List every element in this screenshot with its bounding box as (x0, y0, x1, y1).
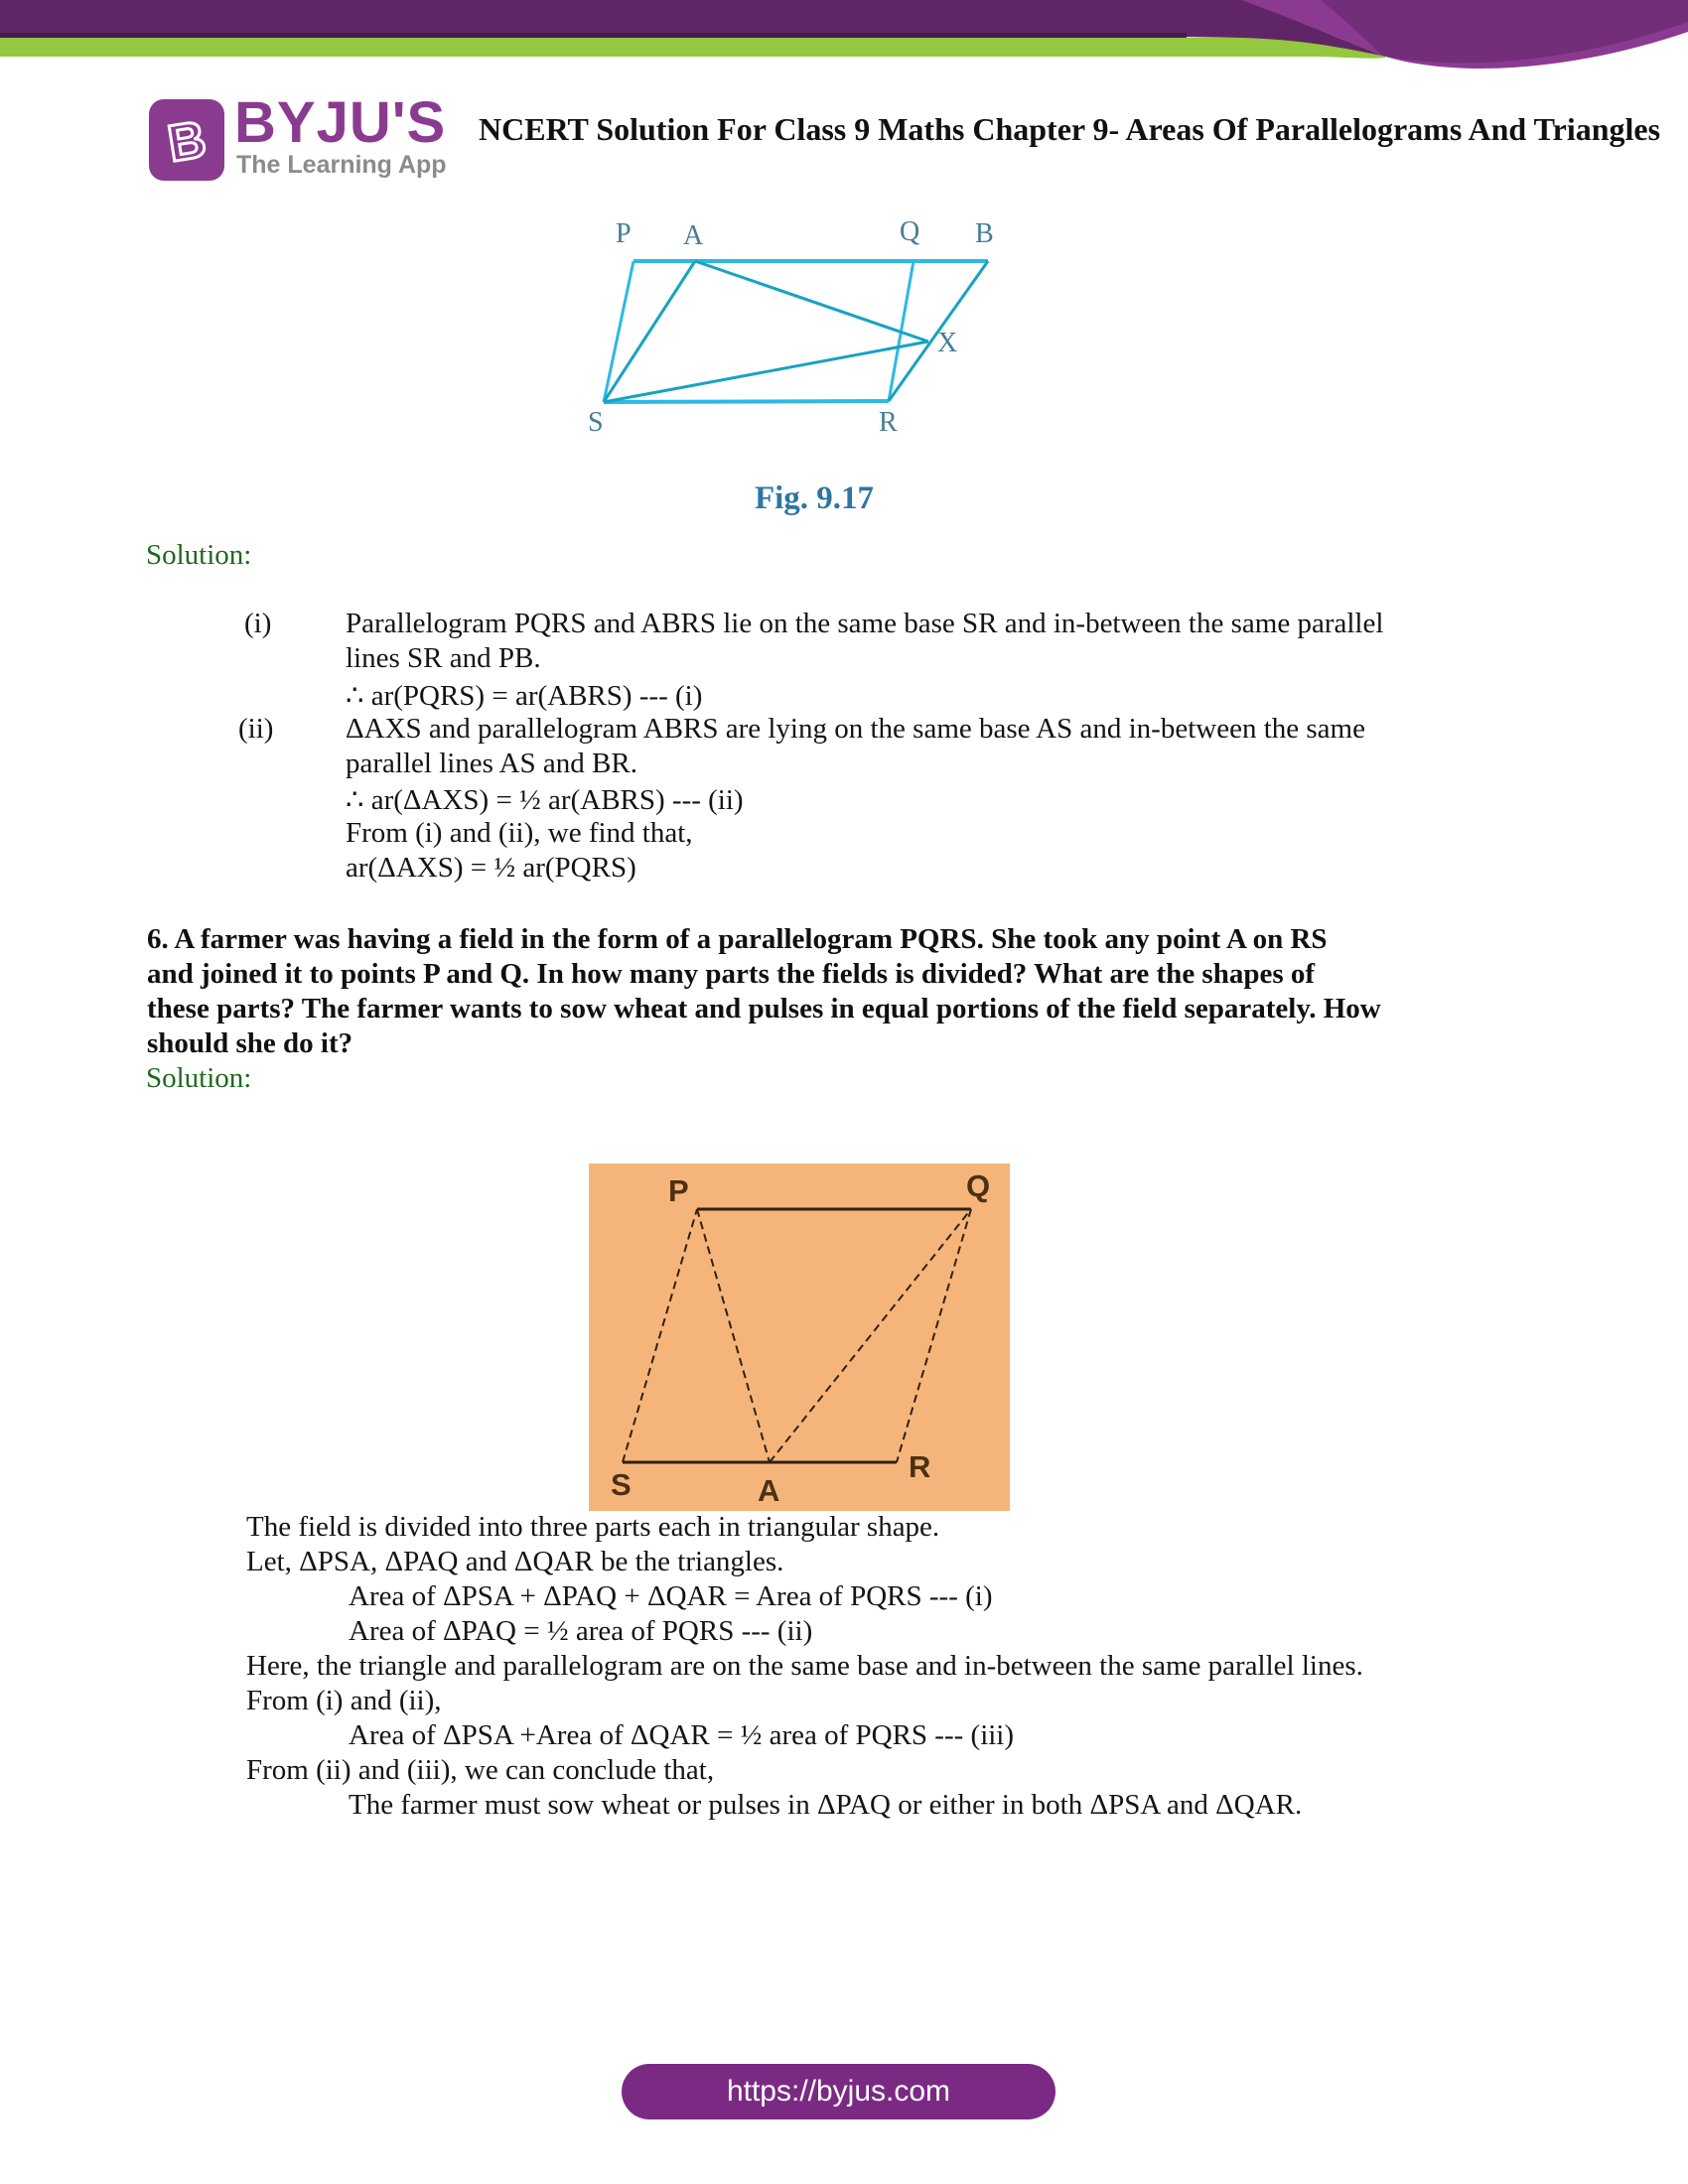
question6-line: these parts? The farmer wants to sow wheat and pulses in equal portions of the field separately. How (147, 993, 1381, 1024)
solution2-line: Let, ΔPSA, ΔPAQ and ΔQAR be the triangles. (246, 1546, 784, 1577)
byjus-logo-text: BYJU'S (234, 90, 447, 155)
solution2-line: From (i) and (ii), (246, 1685, 442, 1716)
svg-text:B: B (164, 110, 211, 174)
page-title: NCERT Solution For Class 9 Maths Chapter 9- Areas Of Parallelograms And Triangles (479, 111, 1661, 147)
figure-parallelogram-pqrs-abrs (586, 216, 1043, 544)
solution1-item1-line: Parallelogram PQRS and ABRS lie on the same base SR and in-between the same parallel (346, 608, 1384, 639)
fig1-label-a: A (683, 220, 704, 251)
figure2-canvas (589, 1163, 1010, 1511)
byjus-logo-tagline: The Learning App (236, 151, 447, 179)
banner-divider-line (0, 33, 1187, 38)
figure1-canvas (586, 216, 1043, 475)
fig1-label-p: P (616, 218, 632, 249)
solution2-line: The field is divided into three parts each in triangular shape. (246, 1511, 940, 1543)
fig1-label-b: B (975, 218, 994, 249)
footer-url-link[interactable]: https://byjus.com (726, 2075, 951, 2108)
solution1-item1-line: ∴ ar(PQRS) = ar(ABRS) --- (i) (346, 680, 703, 712)
solution2-line: From (ii) and (iii), we can conclude that, (246, 1754, 715, 1786)
solution2-line: The farmer must sow wheat or pulses in ΔPAQ or either in both ΔPSA and ΔQAR. (349, 1789, 1303, 1821)
solution1-item2-line: ar(ΔAXS) = ½ ar(PQRS) (346, 852, 636, 884)
solution2-line: Area of ΔPAQ = ½ area of PQRS --- (ii) (349, 1615, 813, 1647)
figure1-caption: Fig. 9.17 (754, 480, 875, 516)
fig1-label-q: Q (900, 216, 920, 247)
byjus-logo-icon (149, 99, 224, 181)
fig2-label-s: S (611, 1467, 632, 1502)
fig1-label-x: X (937, 328, 958, 358)
fig1-label-r: R (879, 407, 898, 438)
solution2-heading: Solution: (146, 1062, 252, 1094)
solution1-heading: Solution: (146, 539, 252, 571)
question6-line: should she do it? (147, 1027, 353, 1059)
solution2-line: Here, the triangle and parallelogram are on the same base and in-between the same parallel lines. (246, 1650, 1363, 1682)
question6-line: and joined it to points P and Q. In how many parts the fields is divided? What are the shapes of (147, 958, 1316, 990)
solution1-item2-line: ∴ ar(ΔAXS) = ½ ar(ABRS) --- (ii) (346, 784, 744, 816)
solution1-item1-line: lines SR and PB. (346, 642, 541, 674)
solution1-item2-line: From (i) and (ii), we find that, (346, 817, 693, 849)
fig2-label-q: Q (966, 1168, 991, 1203)
fig2-label-r: R (909, 1449, 931, 1484)
solution1-item2-line: parallel lines AS and BR. (346, 748, 637, 779)
solution1-item1-marker: (i) (244, 608, 272, 639)
footer-url-pill[interactable] (622, 2064, 1055, 2119)
fig2-label-a: A (758, 1473, 780, 1508)
solution2-line: Area of ΔPSA +Area of ΔQAR = ½ area of PQRS --- (iii) (349, 1719, 1015, 1751)
banner-green-stripe (0, 38, 1386, 59)
fig2-label-p: P (668, 1173, 689, 1208)
solution2-line: Area of ΔPSA + ΔPAQ + ΔQAR = Area of PQRS --- (i) (349, 1580, 993, 1612)
figure-farmer-field-pqrs (589, 1163, 1010, 1511)
fig1-label-s: S (588, 407, 604, 438)
solution1-item2-line: ΔAXS and parallelogram ABRS are lying on the same base AS and in-between the same (346, 713, 1365, 745)
question6-line: 6. A farmer was having a field in the form of a parallelogram PQRS. She took any point A on RS (147, 923, 1328, 955)
solution1-item2-marker: (ii) (238, 713, 274, 745)
